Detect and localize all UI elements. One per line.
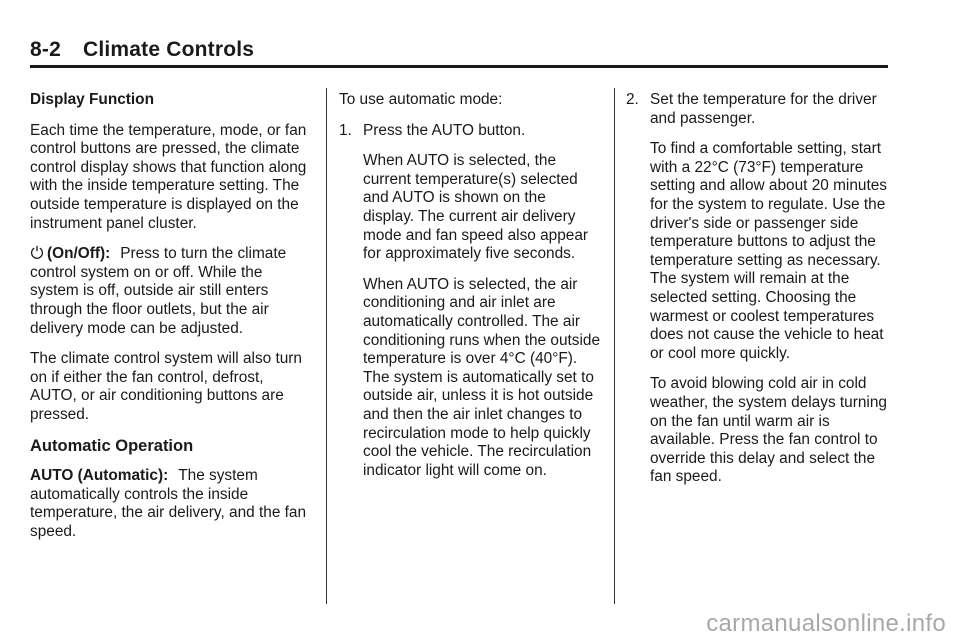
column-divider-1 [326, 88, 327, 604]
auto-mode-intro: To use automatic mode: [339, 91, 503, 108]
list-item-step-1 [339, 122, 601, 141]
watermark: carmanualsonline.info [706, 610, 946, 637]
step-2-para-1: To find a comfortable setting, start with a 22°C (73°F) temperature setting and allow about 20 minutes for the system to regulate. Use the driver's side or passenger side temperature buttons to adjust the temperature setting as necessary. The system will remain at the selected setting. Choosing the warmest or coolest temperatures does not cause the vehicle to heat or cool more quickly. [650, 140, 887, 362]
column-1 [30, 91, 312, 553]
onoff-label: (On/Off): [47, 245, 111, 263]
auto-label: AUTO (Automatic): [30, 467, 169, 485]
step-1-para-1: When AUTO is selected, the current temperature(s) selected and AUTO is shown on the display. The current air delivery mode and fan speed also appear for approximately five seconds. [363, 152, 589, 263]
step-1-para-2: When AUTO is selected, the air conditioning and air inlet are automatically controlled. The air conditioning runs when the outside temperature is over 4°C (40°F). The system is automatically set to outside air, unless it is hot outside and then the air inlet changes to recirculation mode to help quickly cool the vehicle. The recirculation indicator light will come on. [363, 275, 601, 479]
section-title-automatic-operation: Automatic Operation [30, 436, 194, 455]
display-function-heading: Display Function [30, 91, 154, 108]
chapter-title: Climate Controls [82, 38, 255, 61]
power-icon [30, 245, 44, 259]
page-header [30, 38, 254, 62]
auto-on-text: The climate control system will also turn on if either the fan control, defrost, AUTO, or air conditioning buttons are pressed. [30, 350, 302, 423]
onoff-paragraph [30, 245, 312, 338]
step-1-number: 1. [339, 121, 352, 139]
list-item-step-2 [626, 91, 894, 128]
auto-text: The system automatically controls the inside temperature, the air delivery, and the fan speed. [30, 467, 307, 540]
step-1-text: Press the AUTO button. [363, 121, 526, 139]
display-function-text: Each time the temperature, mode, or fan control buttons are pressed, the climate control display shows that function along with the inside temperature setting. The outside temperature is displayed on the instrument panel cluster. [30, 121, 307, 232]
column-2 [339, 91, 601, 492]
header-rule [30, 65, 888, 68]
auto-paragraph [30, 467, 312, 541]
column-3 [626, 91, 894, 499]
page-number: 8-2 [30, 38, 61, 61]
step-2-para-2: To avoid blowing cold air in cold weather, the system delays turning on the fan until warm air is available. Press the fan control to override this delay and select the fan speed. [650, 375, 887, 486]
step-2-number: 2. [626, 91, 639, 108]
column-divider-2 [614, 88, 615, 604]
step-2-text: Set the temperature for the driver and passenger. [650, 91, 877, 127]
onoff-text: Press to turn the climate control system on or off. While the system is off, outside air still enters through the floor outlets, but the air delivery mode can be adjusted. [30, 245, 287, 337]
